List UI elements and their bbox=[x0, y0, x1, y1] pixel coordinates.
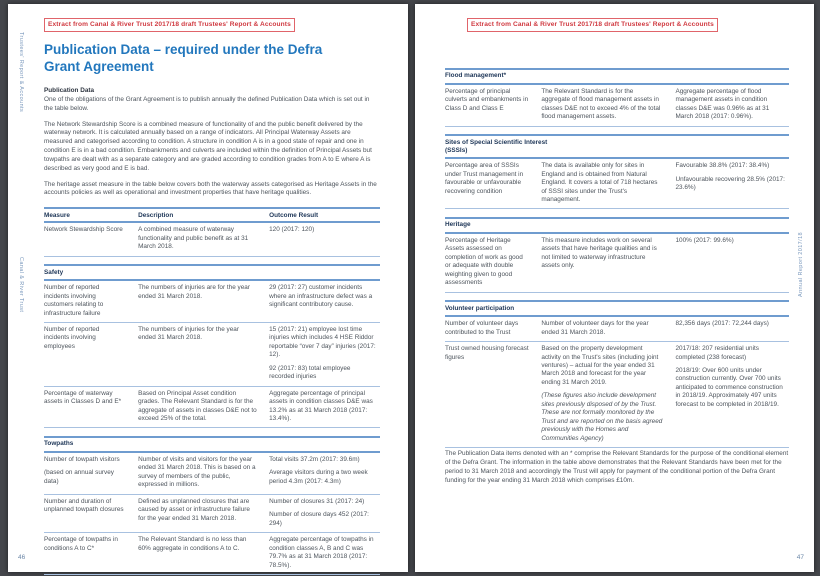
cell-text: The Relevant Standard is no less than 60% aggregate in conditions A to C. bbox=[138, 536, 247, 552]
measure-cell bbox=[44, 280, 138, 322]
cell-text: 15 (2017: 21) employee lost time injuries which includes 4 HSE Riddor reportable “over 7 day” injuries (2017: 12). bbox=[269, 325, 376, 359]
right-page-content bbox=[445, 13, 789, 485]
measure-cell bbox=[44, 322, 138, 386]
page-number-left: 46 bbox=[18, 554, 26, 561]
left-margin-label-top: Trustees' Report & Accounts bbox=[18, 32, 24, 113]
column-header: Measure bbox=[44, 208, 138, 222]
table-row bbox=[44, 386, 380, 428]
section-header: Sites of Special Scientific Interest (SSSIs) bbox=[445, 138, 548, 154]
table-row bbox=[44, 533, 380, 575]
cell-text: 2017/18: 207 residential units completed (238 forecast) bbox=[675, 345, 759, 361]
section-header: Towpaths bbox=[44, 440, 74, 448]
table-group-spacer bbox=[44, 428, 380, 437]
cell-text: Percentage of principal culverts and embankments in Class D and Class E bbox=[445, 87, 529, 112]
table-section-row bbox=[445, 135, 789, 158]
measure-cell bbox=[44, 222, 138, 256]
cell-text: Number of closure days 452 (2017: 294) bbox=[269, 511, 369, 527]
cell-text: The data is available only for sites in England and is obtained from Natural England. It covers a total of 718 hectares of SSSI sites under the Trust's management. bbox=[541, 162, 658, 204]
cell-text: A combined measure of waterway functionality and public benefit as at 31 March 2018. bbox=[138, 226, 249, 251]
cell-text: The numbers of injuries are for the year ended 31 March 2018. bbox=[138, 284, 250, 300]
cell-text: Percentage area of SSSIs under Trust management in favourable or unfavourable recovering condition bbox=[445, 162, 524, 195]
description-cell bbox=[541, 316, 675, 341]
table-row bbox=[44, 494, 380, 532]
left-page-content bbox=[44, 13, 380, 575]
cell-text: Percentage of Heritage Assets assessed on completion of work as good or adequate with double weighting given to good assessments bbox=[445, 236, 523, 287]
cell-text: Network Stewardship Score bbox=[44, 226, 123, 234]
cell-text: Aggregate percentage of principal assets in condition classes D&E was 13.2% as at 31 March 2018 (2017: 13.4%). bbox=[269, 389, 373, 423]
right-page bbox=[415, 4, 814, 572]
section-header: Flood management* bbox=[445, 72, 507, 80]
cell-text: 92 (2017: 83) total employee recorded injuries bbox=[269, 364, 351, 381]
page-title: Publication Data – required under the Defra Grant Agreement bbox=[44, 41, 323, 75]
cell-text: This measure includes work on several assets that have heritage qualities and is not limited to waterway infrastructure assets only. bbox=[541, 236, 657, 270]
cell-text: Percentage of waterway assets in Classes D and E* bbox=[44, 389, 122, 406]
table-row bbox=[445, 316, 789, 341]
description-cell bbox=[541, 158, 675, 209]
extract-banner: Extract from Canal & River Trust 2017/18 draft Trustees' Report & Accounts bbox=[467, 18, 718, 32]
outcome-cell bbox=[269, 280, 380, 322]
cell-text: Aggregate percentage of towpaths in condition classes A, B and C was 79.7% as at 31 March 2018 (2017: 78.5%). bbox=[269, 536, 374, 569]
cell-text: Number of reported incidents involving customers relating to infrastructure failure bbox=[44, 284, 104, 317]
table-row bbox=[44, 452, 380, 494]
cell-text: Unfavourable recovering 28.5% (2017: 23.6%) bbox=[675, 175, 785, 192]
section-header: Heritage bbox=[445, 221, 471, 229]
table-group-spacer bbox=[445, 209, 789, 218]
outcome-cell bbox=[675, 158, 789, 209]
measure-cell bbox=[445, 84, 541, 126]
measure-cell bbox=[445, 233, 541, 292]
description-cell bbox=[138, 452, 269, 494]
measure-cell bbox=[44, 452, 138, 494]
right-margin-label: Annual Report 2017/18 bbox=[798, 232, 804, 297]
publication-data-table-right bbox=[445, 68, 789, 448]
cell-text: The numbers of injuries for the year ended 31 March 2018. bbox=[138, 325, 239, 342]
table-row bbox=[445, 342, 789, 448]
outcome-cell bbox=[675, 342, 789, 448]
cell-text: (These figures also include development sites previously disposed of by the Trust. These are not formally monitored by the Trust and are reported on the basis agreed previously with the Homes and Communities Agency) bbox=[541, 392, 663, 442]
outcome-cell bbox=[269, 452, 380, 494]
section-header: Safety bbox=[44, 268, 64, 276]
table-group-spacer bbox=[445, 126, 789, 135]
cell-text: Number of volunteer days for the year ended 31 March 2018. bbox=[541, 320, 649, 336]
description-cell bbox=[138, 280, 269, 322]
outcome-cell bbox=[675, 233, 789, 292]
intro-paragraph: The Network Stewardship Score is a combined measure of functionality of and the public benefit delivered by the waterway network. It is calculated annually based on a range of indicators. All Principal Waterway Assets are measured and categorised according to condition. A structure in condition A is in a good state of repair and one in condition E is in a bad condition. Embankments and culverts are included within the definition of Principal Assets but towpaths are dealt with as a separate category and are graded according to condition grades from A to E where A is described as very good and E is bad. bbox=[44, 120, 372, 172]
outcome-cell bbox=[269, 222, 380, 256]
footer-note: The Publication Data items denoted with an * comprise the Relevant Standards for the purpose of the conditional element of the Defra Grant. The information in the table above demonstrates that the Relevant Standards have been met for the period to 31 March 2018 and accordingly the Trust will apply for payment of the conditional portion of the Defra Grant funding for the year ending 31 March 2018 which comprises £10m. bbox=[445, 450, 789, 484]
publication-data-table-left bbox=[44, 207, 380, 575]
table-row bbox=[44, 222, 380, 256]
table-row bbox=[44, 322, 380, 386]
cell-text: Number of reported incidents involving employees bbox=[44, 325, 100, 350]
cell-text: Aggregate percentage of flood management assets in condition classes D&E was 0.96% as at 31 March 2018 (2017: 0.96%). bbox=[675, 87, 770, 121]
left-page bbox=[8, 4, 408, 572]
cell-text: Number and duration of unplanned towpath closures bbox=[44, 497, 124, 514]
table-row bbox=[445, 233, 789, 292]
measure-cell bbox=[44, 494, 138, 532]
cell-text: 2018/19: Over 600 units under construction currently. Over 700 units anticipated to commence construction in 2018/19. Approximately 497 units forecast to be completed in 2018/19. bbox=[675, 367, 783, 408]
outcome-cell bbox=[269, 322, 380, 386]
cell-text: Total visits 37.2m (2017: 39.6m) bbox=[269, 455, 360, 463]
cell-text: Number of closures 31 (2017: 24) bbox=[269, 497, 365, 505]
table-section-row bbox=[44, 437, 380, 452]
table-row bbox=[445, 158, 789, 209]
measure-cell bbox=[44, 386, 138, 428]
table-header-row bbox=[44, 208, 380, 222]
cell-text: Number of volunteer days contributed to the Trust bbox=[445, 320, 519, 336]
cell-text: 29 (2017: 27) customer incidents where an infrastructure defect was a significant contributory cause. bbox=[269, 284, 373, 309]
cell-text: Defined as unplanned closures that are caused by asset or infrastructure failure for the year ended 31 March 2018. bbox=[138, 497, 250, 522]
table-row bbox=[44, 280, 380, 322]
cell-text: Based on Principal Asset condition grades. The Relevant Standard is for the aggregate of assets in classes D&E not to exceed 25% of the total. bbox=[138, 389, 257, 423]
cell-text: Number of visits and visitors for the year ended 31 March 2018. This is based on a survey of members of the public, expressed in millions. bbox=[138, 455, 256, 489]
cell-text: Trust owned housing forecast figures bbox=[445, 345, 529, 361]
left-margin-label-mid: Canal & River Trust bbox=[18, 257, 24, 313]
description-cell bbox=[541, 233, 675, 292]
extract-banner: Extract from Canal & River Trust 2017/18 draft Trustees' Report & Accounts bbox=[44, 18, 295, 32]
outcome-cell bbox=[675, 84, 789, 126]
outcome-cell bbox=[269, 386, 380, 428]
table-group-spacer bbox=[44, 256, 380, 265]
measure-cell bbox=[44, 533, 138, 575]
column-header: Description bbox=[138, 208, 269, 222]
outcome-cell bbox=[675, 316, 789, 341]
description-cell bbox=[541, 342, 675, 448]
cell-text: 82,356 days (2017: 72,244 days) bbox=[675, 320, 769, 328]
description-cell bbox=[138, 322, 269, 386]
cell-text: Based on the property development activity on the Trust's sites (including joint ventures) – actual for the year ended 31 March 2018 and forecast for the year ending 31 March 2019. bbox=[541, 345, 659, 386]
intro-paragraph: One of the obligations of the Grant Agreement is to publish annually the defined Publication Data which is set out in the table below. bbox=[44, 96, 370, 112]
description-cell bbox=[541, 84, 675, 126]
column-header: Outcome Result bbox=[269, 208, 380, 222]
description-cell bbox=[138, 222, 269, 256]
outcome-cell bbox=[269, 494, 380, 532]
description-cell bbox=[138, 533, 269, 575]
table-section-row bbox=[445, 69, 789, 84]
table-section-row bbox=[44, 265, 380, 280]
table-section-row bbox=[445, 218, 789, 233]
cell-text: Favourable 38.8% (2017: 38.4%) bbox=[675, 162, 770, 170]
intro-paragraph: The heritage asset measure in the table below covers both the waterway assets categorised as Heritage Assets in the accounts policies as well as operational and investment properties that have heritage qualities. bbox=[44, 180, 377, 197]
outcome-cell bbox=[269, 533, 380, 575]
table-section-row bbox=[445, 301, 789, 316]
intro-heading: Publication Data bbox=[44, 87, 95, 94]
measure-cell bbox=[445, 342, 541, 448]
section-header: Volunteer participation bbox=[445, 304, 515, 312]
description-cell bbox=[138, 386, 269, 428]
cell-text: Percentage of towpaths in conditions A to C* bbox=[44, 536, 118, 552]
table-group-spacer bbox=[445, 292, 789, 301]
cell-text: 120 (2017: 120) bbox=[269, 226, 315, 234]
cell-text: 100% (2017: 99.6%) bbox=[675, 236, 734, 244]
cell-text: Number of towpath visitors bbox=[44, 455, 120, 463]
cell-text: Average visitors during a two week period 4.3m (2017: 4.3m) bbox=[269, 469, 368, 485]
page-number-right: 47 bbox=[796, 554, 804, 561]
measure-cell bbox=[445, 158, 541, 209]
cell-text: The Relevant Standard is for the aggregate of flood management assets in classes D&E not to exceed 4% of the total flood management assets. bbox=[541, 87, 661, 121]
table-row bbox=[445, 84, 789, 126]
cell-text: (based on annual survey data) bbox=[44, 469, 114, 485]
measure-cell bbox=[445, 316, 541, 341]
description-cell bbox=[138, 494, 269, 532]
